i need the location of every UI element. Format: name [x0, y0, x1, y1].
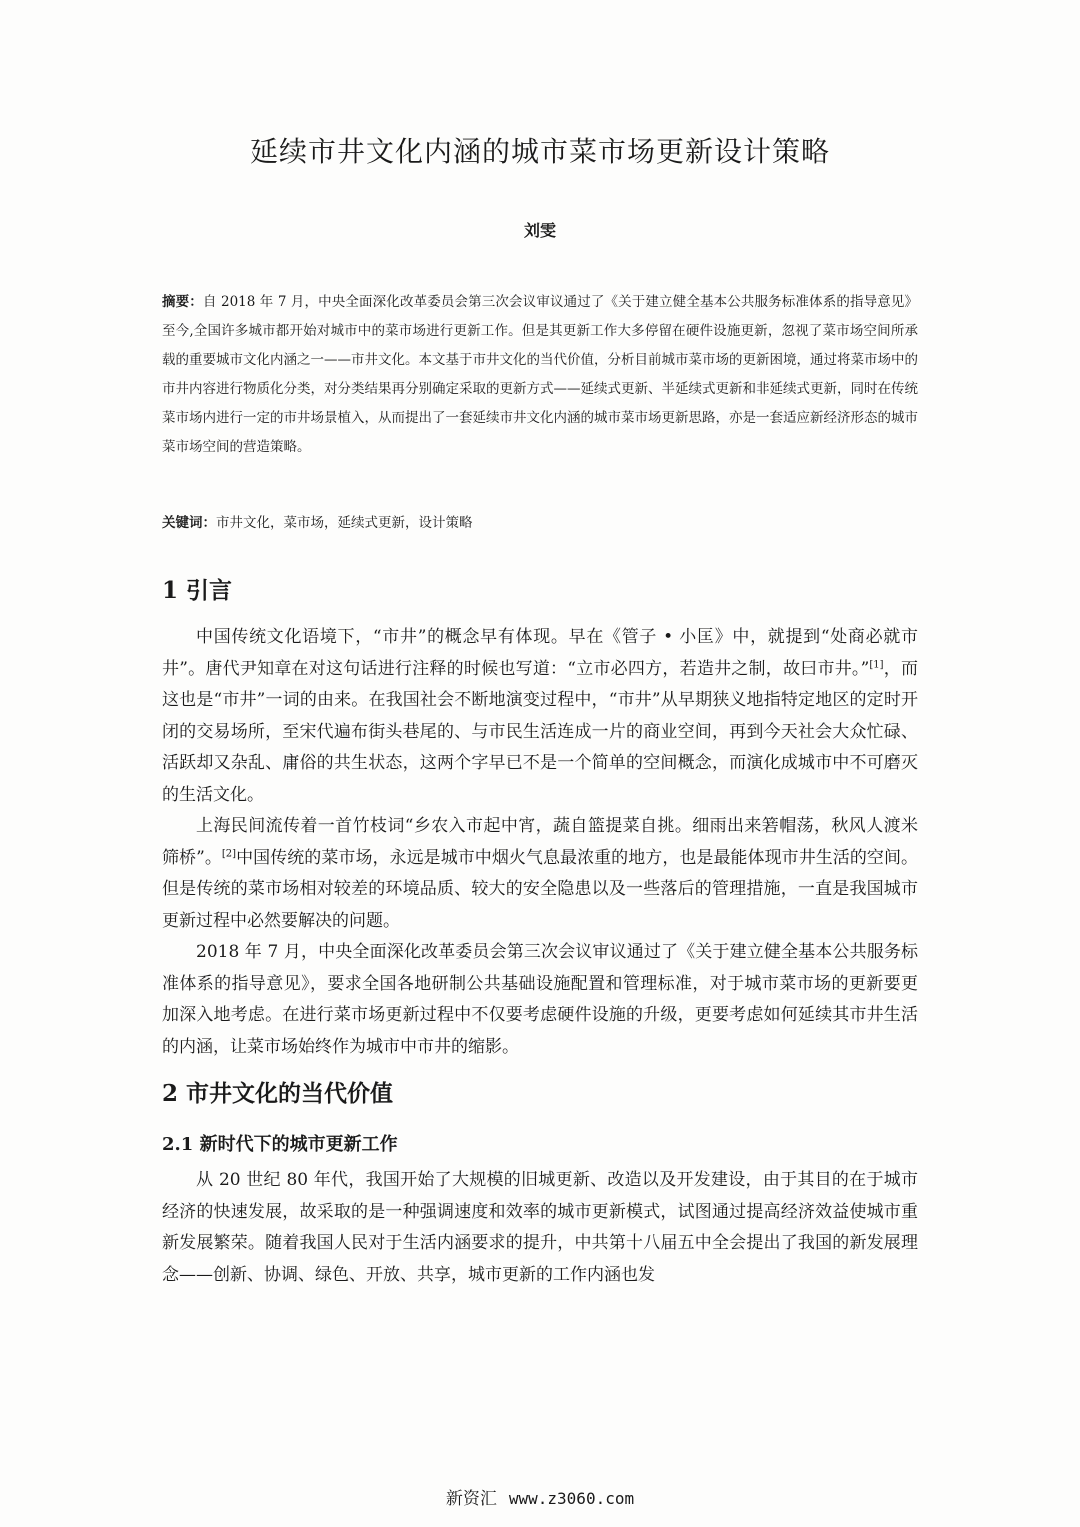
paragraph-text: 上海民间流传着一首竹枝词“乡农入市起中宵，蔬自篮提菜自挑。细雨出来箬帽荡，秋风人渡米筛桥”。 — [162, 816, 918, 868]
footer-brand: 新资汇 — [445, 1489, 497, 1509]
paragraph — [162, 622, 918, 811]
section-heading-introduction: 1 引言 — [162, 577, 233, 604]
abstract — [162, 288, 918, 462]
paragraph-text: 中国传统的菜市场，永远是城市中烟火气息最浓重的地方，也是最能体现市井生活的空间。但是传统的菜市场相对较差的环境品质、较大的安全隐患以及一些落后的管理措施，一直是我国城市更新过程中必然要解决的问题。 — [162, 847, 918, 931]
citation-ref: [2] — [221, 847, 237, 859]
paragraph: 从 20 世纪 80 年代，我国开始了大规模的旧城更新、改造以及开发建设，由于其目的在于城市经济的快速发展，故采取的是一种强调速度和效率的城市更新模式，试图通过提高经济效益使城市重新发展繁荣。随着我国人民对于生活内涵要求的提升，中共第十八届五中全会提出了我国的新发展理念——创新、协调、绿色、开放、共享，城市更新的工作内涵也发 — [162, 1170, 918, 1285]
paragraph-text: 中国传统文化语境下，“市井”的概念早有体现。早在《管子 • 小匡》中，就提到“处商必就市井”。唐代尹知章在对这句话进行注释的时候也写道：“立市必四方，若造井之制，故曰市井。” — [162, 627, 918, 679]
keywords-text: 市井文化，菜市场，延续式更新，设计策略 — [216, 515, 473, 531]
paragraph-text: ，而这也是“市井”一词的由来。在我国社会不断地演变过程中，“市井”从早期狭义地指特定地区的定时开闭的交易场所，至宋代遍布街头巷尾的、与市民生活连成一片的商业空间，再到今天社会大众忙碌、活跃却又杂乱、庸俗的共生状态，这两个字早已不是一个简单的空间概念，而演化成城市中不可磨灭的生活文化。 — [162, 658, 918, 805]
abstract-label: 摘要： — [162, 294, 203, 310]
citation-ref: [1] — [869, 658, 884, 670]
page-footer — [0, 1484, 1080, 1509]
paper-body — [162, 568, 918, 1291]
paper-title: 延续市井文化内涵的城市菜市场更新设计策略 — [249, 135, 830, 168]
footer-url: www.z3060.com — [508, 1489, 635, 1508]
keywords-label: 关键词： — [162, 515, 216, 531]
subsection-heading: 2.1 新时代下的城市更新工作 — [162, 1134, 398, 1155]
author-name: 刘雯 — [523, 221, 556, 240]
keywords — [162, 510, 918, 536]
paragraph: 2018 年 7 月，中央全面深化改革委员会第三次会议审议通过了《关于建立健全基本公共服务标准体系的指导意见》，要求全国各地研制公共基础设施配置和管理标准，对于城市菜市场的更新要更加深入地考虑。在进行菜市场更新过程中不仅要考虑硬件设施的升级，更要考虑如何延续其市井生活的内涵，让菜市场始终作为城市中市井的缩影。 — [162, 942, 918, 1057]
abstract-text: 自 2018 年 7 月，中央全面深化改革委员会第三次会议审议通过了《关于建立健全基本公共服务标准体系的指导意见》至今,全国许多城市都开始对城市中的菜市场进行更新工作。但是其更新工作大多停留在硬件设施更新，忽视了菜市场空间所承载的重要城市文化内涵之一——市井文化。本文基于市井文化的当代价值，分析目前城市菜市场的更新困境，通过将菜市场中的市井内容进行物质化分类，对分类结果再分别确定采取的更新方式——延续式更新、半延续式更新和非延续式更新，同时在传统菜市场内进行一定的市井场景植入，从而提出了一套延续市井文化内涵的城市菜市场更新思路，亦是一套适应新经济形态的城市菜市场空间的营造策略。 — [162, 294, 919, 455]
section-heading-contemporary-value: 2 市井文化的当代价值 — [162, 1080, 394, 1107]
paragraph — [162, 811, 918, 937]
